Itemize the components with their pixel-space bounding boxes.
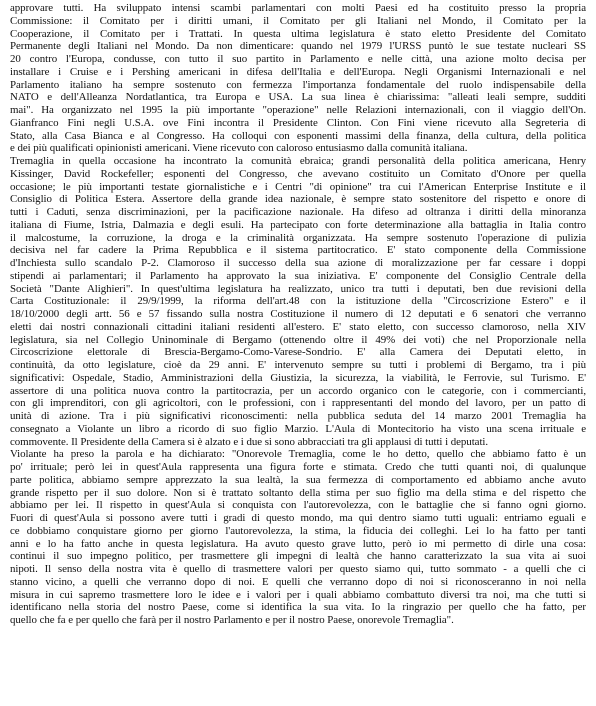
text-line: significativi: Ospedale, Stadio, Amministrazioni della Giustizia, la sicurezza, la viabilità, le Ferrovie, sul Turismo. E' — [10, 371, 586, 384]
text-line: Stato, alla Casa Bianca e al Congresso. Ha colloqui con esponenti massimi della finanza, della cultura, della politica — [10, 129, 586, 142]
text-line: Fuori di quest'Aula si possono avere tutti i gradi di questo mondo, ma qui dentro siamo tutti uguali: entriamo eguali e — [10, 512, 586, 524]
text-line: approvare tutti. Ha sviluppato intensi scambi parlamentari con molti Paesi ed ha costituito presso la propria — [10, 2, 586, 14]
text-line: italiana di Fiume, Istria, Dalmazia e degli esuli. Ha partecipato con forte determinazione alla battaglia in Italia contro — [10, 218, 586, 231]
text-line: consegnato a Violante un libro a ricordo di suo figlio Marzio. L'Aula di Montecitorio ha visto una scena irrituale e — [10, 422, 586, 435]
text-line: d'Inchiesta sullo scandalo P-2. Clamoroso il successo della sua azione di moralizzazione per far cessare i doppi — [10, 257, 586, 269]
text-line: unità di azione. Tra i più significativi riconoscimenti: nella pubblica seduta del 14 marzo 2001 Tremaglia ha — [10, 410, 586, 422]
text-line: tutti i Caduti, senza discriminazioni, per la pacificazione nazionale. Ha difeso ad oltranza i diritti della minoranza — [10, 206, 586, 218]
text-line: commovente. Il Presidente della Camera si è alzato e i due si sono abbracciati tra gli applausi di tutti i deputati. — [10, 435, 489, 448]
text-line: decisiva nel far cadere la Prima Repubblica e il sistema partitocratico. E' stato componente della Commissione — [10, 244, 586, 257]
text-line: misura in cui sapremo trasmettere loro le idee e i valori per i quali abbiamo combattuto diversi tra noi, ma che tutti si — [10, 588, 586, 601]
text-line: nipoti. Il senso della nostra vita è quello di trasmettere valori per questo siamo qui, tutto sommato - a quelli che ci — [10, 563, 586, 575]
text-line: Cooperazione, il Comitato per i Trattati. In questa ultima legislatura è stato eletto Presidente del Comitato — [10, 27, 586, 40]
text-line: e dei più qualificati opinionisti americani. Viene ricevuto con caloroso entusiasmo dalla comunità italiana. — [10, 142, 468, 155]
text-line: eletti dai nostri connazionali cittadini italiani residenti all'estero. E' stato eletto, con successo clamoroso, nella XIV — [10, 320, 586, 333]
text-line: Parlamento italiano ha sempre sostenuto con fermezza l'importanza fondamentale del ruolo indispensabile della — [10, 78, 586, 91]
text-line: Consiglio di Politica Estera. Assertore della grande idea nazionale, è sempre stato sostenitore del rispetto e onore di — [10, 193, 586, 206]
text-line: grande rispetto per il suo dolore. Non si è trattato soltanto della stima per suo figlio ma della stima e del rispetto che — [10, 486, 586, 499]
text-line: anni e lo ha fatto anche in questa legislatura. Ha avuto questo grave lutto, però io mi permetto di dirle una cosa: — [10, 537, 586, 550]
text-line: Violante ha preso la parola e ha dichiarato: "Onorevole Tremaglia, come le ho detto, quello che abbiamo fatto è un — [10, 448, 586, 461]
text-line: Società "Dante Alighieri". In quest'ultima legislatura ha realizzato, unico tra tutti i deputati, ben due revisioni della — [10, 282, 586, 295]
text-line: NATO e dell'Alleanza Nordatlantica, tra Europa e USA. La sua linea è chiarissima: "alleati leali sempre, sudditi — [10, 91, 586, 104]
text-line: occasione; le più importanti testate giornalistiche e i Centri "di opinione" tra cui l'American Enterprise Institute e il — [10, 180, 586, 193]
text-line: ce dobbiamo conquistare giorno per giorno l'autorevolezza, la stima, la fiducia dei colleghi. Lei lo ha fatto per tanti — [10, 524, 586, 537]
text-line: Kissinger, David Rockefeller; esponenti del Congresso, che avevano costituito un Comitato d'Onore per quella — [10, 167, 586, 180]
text-line: quello che fa e per quello che farà per il nostro Parlamento e per il nostro Paese, onorevole Tremaglia". — [10, 614, 454, 626]
text-line: stanno vicino, a quelli che verranno dopo di noi. E quelli che verranno dopo di noi si riconosceranno in noi nella — [10, 575, 586, 588]
text-line: Circoscrizione elettorale di Brescia-Bergamo-Como-Varese-Sondrio. E' alla Camera dei Deputati eletto, in — [10, 346, 586, 359]
text-line: continuità, da otto legislature, cioè da 29 anni. E' intervenuto sempre su tutti i problemi di Bergamo, tra i più — [10, 359, 586, 371]
text-line: assertore di una politica nuova contro la partitocrazia, per un accordo organico con le categorie, con i commercianti, — [10, 384, 586, 397]
text-line: continui il suo impegno politico, per trasmettere gli impegni di lealtà che hanno caratterizzato la sua vita ai suoi — [10, 550, 586, 563]
text-line: Tremaglia in quella occasione ha incontrato la comunità ebraica; grandi personalità della politica americana, Henry — [10, 155, 586, 167]
text-line: il malcostume, la corruzione, la droga e la criminalità organizzata. Ha sempre sostenuto l'operazione di pulizia — [10, 231, 586, 244]
text-line: Commissione: il Comitato per i diritti umani, il Comitato per gli Italiani nel Mondo, il Comitato per la — [10, 14, 586, 27]
text-line: installare i Cruise e i Pershing americani in difesa dell'Italia e dell'Europa. Negli Organismi Internazionali e nel — [10, 65, 586, 78]
text-line: Gianfranco Fini negli U.S.A. ove Fini incontra il Presidente Clinton. Con Fini viene ricevuto alla Segreteria di — [10, 116, 586, 129]
text-line: po' irrituale; però lei in quest'Aula rappresenta una figura forte e stimata. Credo che tutti quanti noi, di qualunque — [10, 461, 586, 473]
text-line: identificano nella storia del nostro Paese, come si identifica la sua vita. Io la ringrazio per quello che ha fatto, per — [10, 601, 586, 614]
body-text — [10, 2, 586, 627]
text-line: stipendi ai parlamentari; il Parlamento ha approvato la sua iniziativa. E' componente del Consiglio Centrale della — [10, 269, 586, 282]
text-line: legislatura, sia nel Collegio Uninominale di Bergamo (ottenendo oltre il 49% dei voti) che nel Proporzionale nella — [10, 333, 586, 346]
text-line: 18/10/2000 degli artt. 56 e 57 fissando sulla nostra Costituzione il numero di 12 deputati e 6 senatori che verranno — [10, 308, 586, 320]
text-line: 20 contro l'Europa, condusse, con tutto il suo partito in Parlamento e nelle città, una azione molto decisa per — [10, 53, 586, 65]
text-line: abbiamo per lei. Il rispetto in quest'Aula si conquista con l'autorevolezza, con le battaglie che si fanno ogni giorno. — [10, 499, 586, 512]
text-line: con gli imprenditori, con gli agricoltori, con le professioni, con i rappresentanti del mondo del lavoro, per un patto di — [10, 397, 586, 410]
text-line: parte politica, abbiamo sempre apprezzato la sua lealtà, la sua fermezza di comportamento ed abbiamo anche avuto — [10, 473, 586, 486]
text-line: Carta Costituzionale: il 29/9/1999, la riforma dell'art.48 con la istituzione della "Circoscrizione Estero" e il — [10, 295, 586, 308]
text-line: mai". Ha organizzato nel 1995 la più importante "operazione" nelle Relazioni internazionali, con il viaggio dell'On. — [10, 104, 586, 116]
text-line: Permanente degli Italiani nel Mondo. Da non dimenticare: quando nel 1979 l'URSS puntò le sue testate nucleari SS — [10, 40, 586, 53]
